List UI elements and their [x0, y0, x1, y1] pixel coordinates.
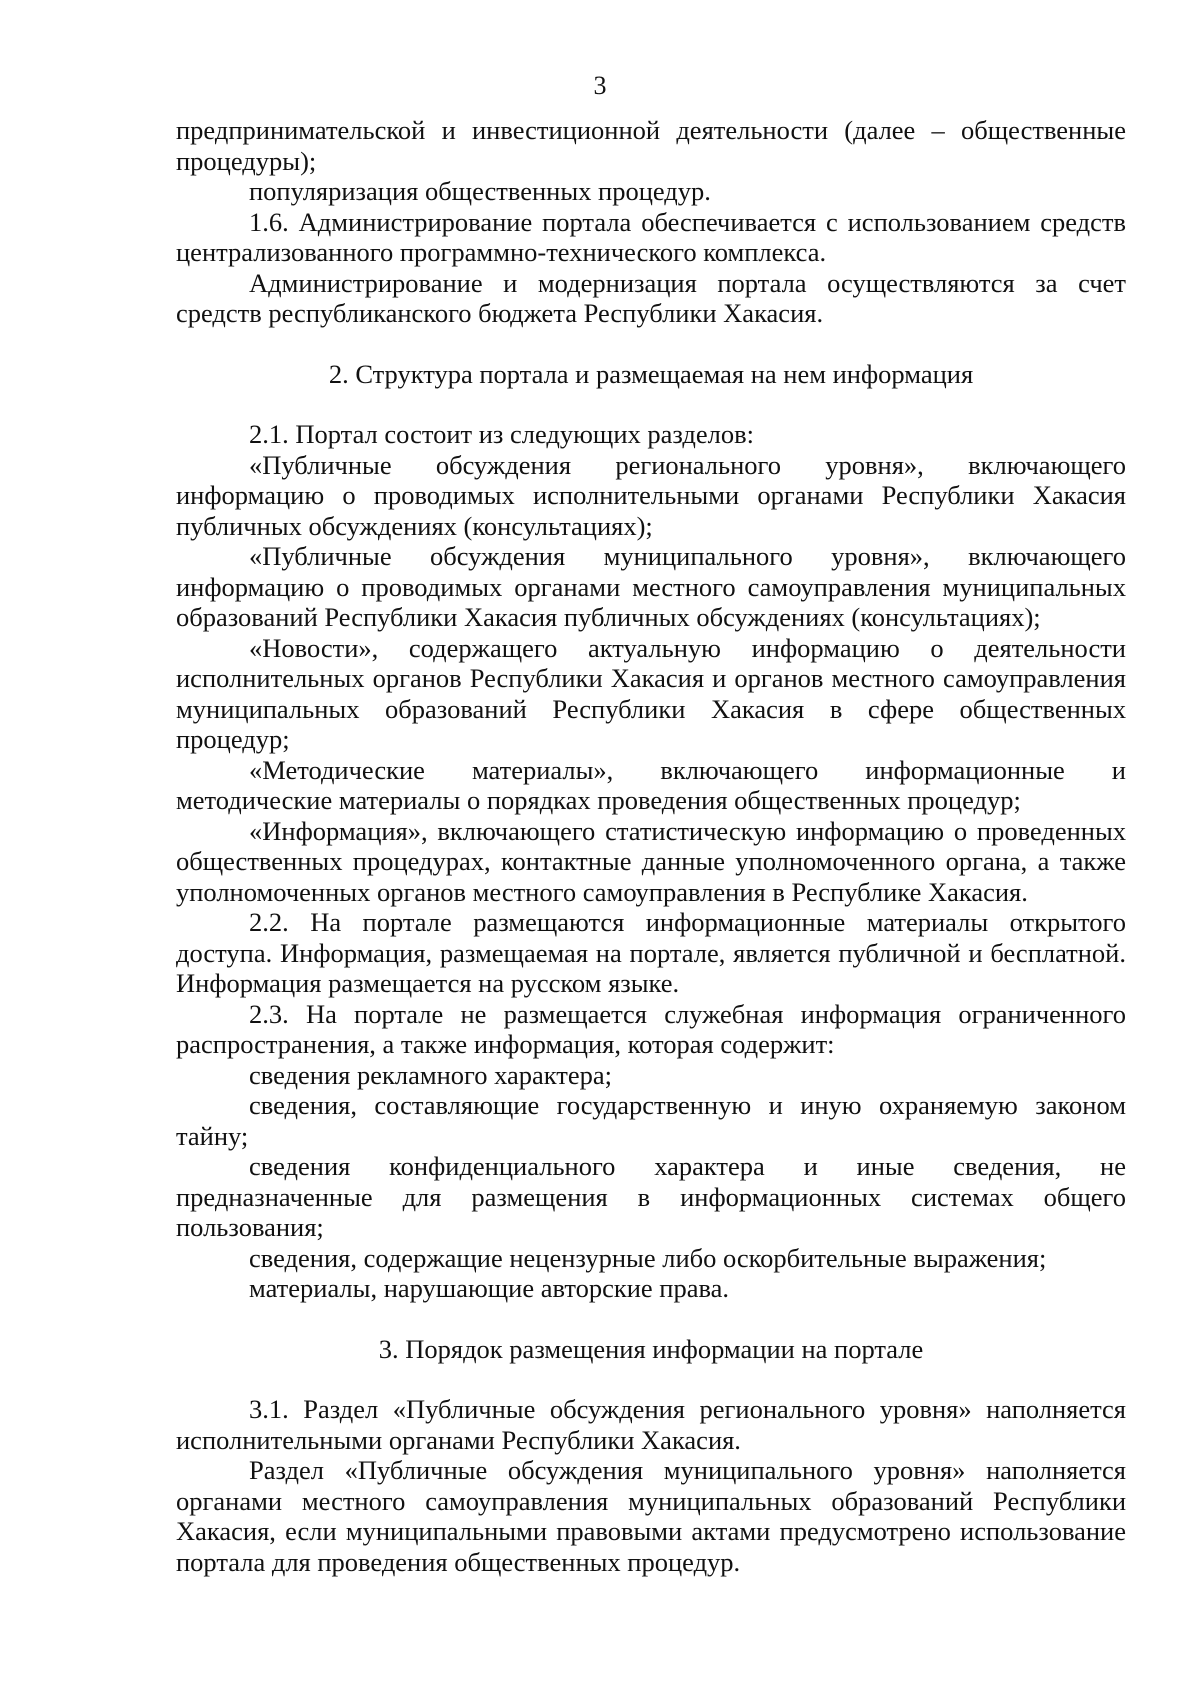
paragraph: Администрирование и модернизация портала осуществляются за счет средств республиканского бюджета Республики Хакасия.	[176, 267, 1126, 328]
section-heading-3: 3. Порядок размещения информации на портале	[378, 1333, 924, 1364]
paragraph: сведения, составляющие государственную и иную охраняемую законом тайну;	[176, 1090, 1126, 1151]
paragraph: популяризация общественных процедур.	[249, 176, 711, 206]
section-heading-2: 2. Структура портала и размещаемая на нем информация	[328, 358, 974, 389]
paragraph: «Информация», включающего статистическую информацию о проведенных общественных процедурах, контактные данные уполномоченного органа, а также уполномоченных органов местного самоуправления в Республике Хакасия.	[176, 815, 1126, 907]
paragraph: 1.6. Администрирование портала обеспечивается с использованием средств централизованного программно-технического комплекса.	[176, 206, 1126, 267]
paragraph: Раздел «Публичные обсуждения муниципального уровня» наполняется органами местного самоуправления муниципальных образований Республики Хакасия, если муниципальными правовыми актами предусмотрено использование портала для проведения общественных процедур.	[176, 1455, 1126, 1577]
paragraph: сведения рекламного характера;	[249, 1059, 613, 1090]
paragraph: 2.3. На портале не размещается служебная информация ограниченного распространения, а также информация, которая содержит:	[176, 998, 1126, 1059]
page-number: 3	[593, 71, 607, 100]
document-body	[176, 115, 1126, 1577]
paragraph: 2.1. Портал состоит из следующих разделов:	[249, 419, 754, 449]
paragraph: материалы, нарушающие авторские права.	[249, 1273, 730, 1303]
paragraph: 3.1. Раздел «Публичные обсуждения регионального уровня» наполняется исполнительными органами Республики Хакасия.	[176, 1394, 1126, 1455]
paragraph: сведения конфиденциального характера и иные сведения, не предназначенные для размещения в информационных системах общего пользования;	[176, 1151, 1126, 1242]
paragraph: «Публичные обсуждения регионального уровня», включающего информацию о проводимых исполнительными органами Республики Хакасия публичных обсуждениях (консультациях);	[176, 449, 1126, 541]
paragraph: «Новости», содержащего актуальную информацию о деятельности исполнительных органов Республики Хакасия и органов местного самоуправления муниципальных образований Республики Хакасия в сфере общественных процедур;	[176, 632, 1126, 754]
paragraph: предпринимательской и инвестиционной деятельности (далее – общественные процедуры);	[176, 115, 1126, 176]
paragraph: 2.2. На портале размещаются информационные материалы открытого доступа. Информация, размещаемая на портале, является публичной и бесплатной. Информация размещается на русском языке.	[176, 907, 1126, 998]
paragraph: «Методические материалы», включающего информационные и методические материалы о порядках проведения общественных процедур;	[176, 754, 1126, 815]
paragraph: «Публичные обсуждения муниципального уровня», включающего информацию о проводимых органами местного самоуправления муниципальных образований Республики Хакасия публичных обсуждениях (консультациях);	[176, 541, 1126, 632]
paragraph: сведения, содержащие нецензурные либо оскорбительные выражения;	[249, 1242, 1047, 1273]
